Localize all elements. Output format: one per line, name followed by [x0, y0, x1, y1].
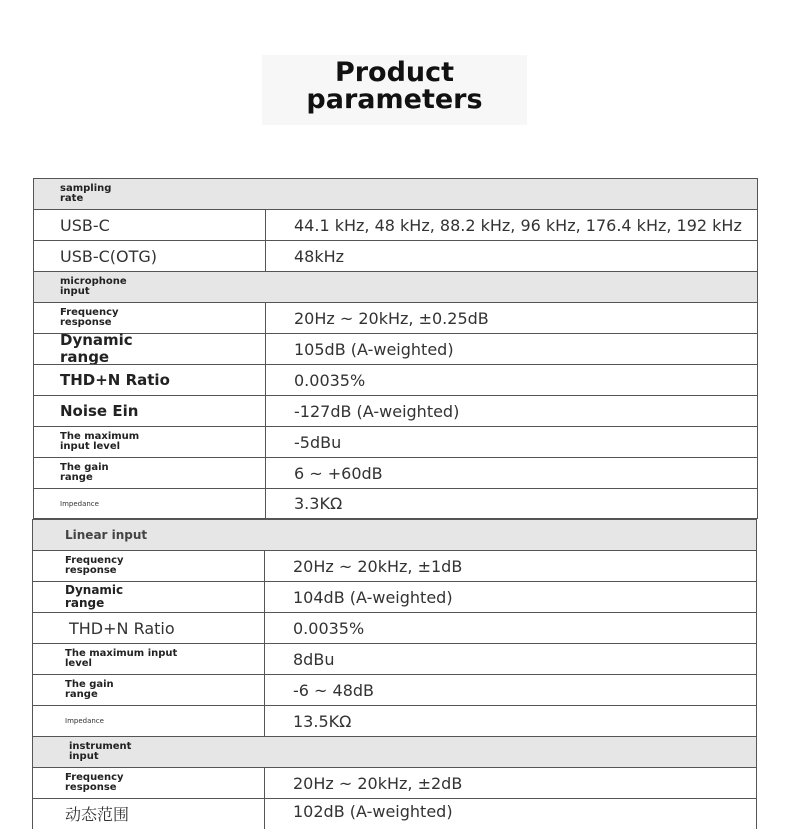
row-label: THD+N Ratio — [60, 370, 170, 389]
row-value: -5dBu — [294, 432, 342, 452]
section-microphone-input — [33, 271, 758, 302]
row-value: -127dB (A-weighted) — [294, 401, 460, 421]
page-title-line-2: parameters — [306, 84, 483, 115]
row-value: -6 ~ 48dB — [293, 680, 375, 700]
section-label-line: input — [69, 751, 99, 762]
row-label-line: range — [60, 348, 110, 366]
row-value: 20Hz ~ 20kHz, ±1dB — [293, 556, 463, 576]
row-value: 44.1 kHz, 48 kHz, 88.2 kHz, 96 kHz, 176.4 kHz, 192 kHz — [294, 215, 742, 235]
section-label-line: instrument — [69, 741, 132, 752]
row-value: 102dB (A-weighted) — [293, 802, 453, 821]
section-sampling-rate — [33, 178, 758, 209]
row-value: 104dB (A-weighted) — [293, 587, 453, 607]
section-label: Linear input — [65, 528, 148, 542]
row-label-line: response — [65, 565, 117, 576]
row-label-line: response — [60, 317, 112, 328]
row-label-line: range — [65, 689, 98, 700]
section-linear-input — [32, 519, 757, 550]
section-label-line: rate — [60, 193, 84, 204]
row-label-line: level — [65, 658, 92, 669]
table-row — [33, 240, 758, 271]
row-label: Impedance — [65, 717, 104, 725]
table-row — [32, 581, 757, 612]
table-row — [32, 550, 757, 581]
row-label: USB-C — [60, 215, 110, 235]
section-label-line: microphone — [60, 276, 127, 287]
row-value: 8dBu — [293, 649, 335, 669]
row-label-line: The gain — [60, 462, 109, 473]
table-row — [32, 674, 757, 705]
table-row — [32, 767, 757, 798]
table-row — [33, 457, 758, 488]
section-instrument-input — [32, 736, 757, 767]
table-row — [33, 333, 758, 364]
row-label-line: response — [65, 782, 117, 793]
row-label: Impedance — [60, 499, 99, 508]
row-label-line: Frequency — [65, 555, 124, 566]
table-row — [33, 302, 758, 333]
table-row — [32, 705, 757, 736]
section-label-line: input — [60, 286, 90, 297]
row-value: 0.0035% — [293, 618, 365, 638]
row-value: 0.0035% — [294, 370, 366, 390]
row-value: 13.5KΩ — [293, 711, 352, 731]
table-row — [33, 209, 758, 240]
row-label-line: Dynamic — [65, 583, 124, 597]
table-row — [33, 395, 758, 426]
row-value: 105dB (A-weighted) — [294, 339, 454, 359]
spec-table-2 — [32, 519, 757, 829]
row-label-line: The gain — [65, 679, 114, 690]
row-label: THD+N Ratio — [69, 618, 175, 638]
table-row — [32, 643, 757, 674]
row-label-line: The maximum input — [65, 648, 178, 659]
section-label-line: sampling — [60, 183, 112, 194]
row-label-line: Frequency — [65, 772, 124, 783]
page-title-line-1: Product — [334, 57, 455, 88]
row-label-line: input level — [60, 441, 121, 452]
page-title — [262, 55, 527, 125]
row-value: 20Hz ~ 20kHz, ±0.25dB — [294, 308, 489, 328]
row-label-line: Dynamic — [60, 331, 133, 349]
spec-table-1 — [33, 178, 758, 519]
row-value: 48kHz — [294, 246, 345, 266]
table-row — [33, 364, 758, 395]
row-value: 20Hz ~ 20kHz, ±2dB — [293, 773, 463, 793]
row-label-line: range — [60, 472, 93, 483]
row-label: Noise Ein — [60, 401, 139, 420]
row-value: 6 ~ +60dB — [294, 463, 383, 483]
table-row — [32, 612, 757, 643]
row-value: 3.3KΩ — [294, 494, 343, 513]
table-row — [33, 488, 758, 519]
table-row — [32, 798, 757, 829]
row-label-line: The maximum — [60, 431, 140, 442]
table-row — [33, 426, 758, 457]
row-label-line: Frequency — [60, 307, 119, 318]
row-label-line: range — [65, 596, 105, 610]
row-label: USB-C(OTG) — [60, 246, 158, 266]
row-label: 动态范围 — [65, 805, 130, 824]
